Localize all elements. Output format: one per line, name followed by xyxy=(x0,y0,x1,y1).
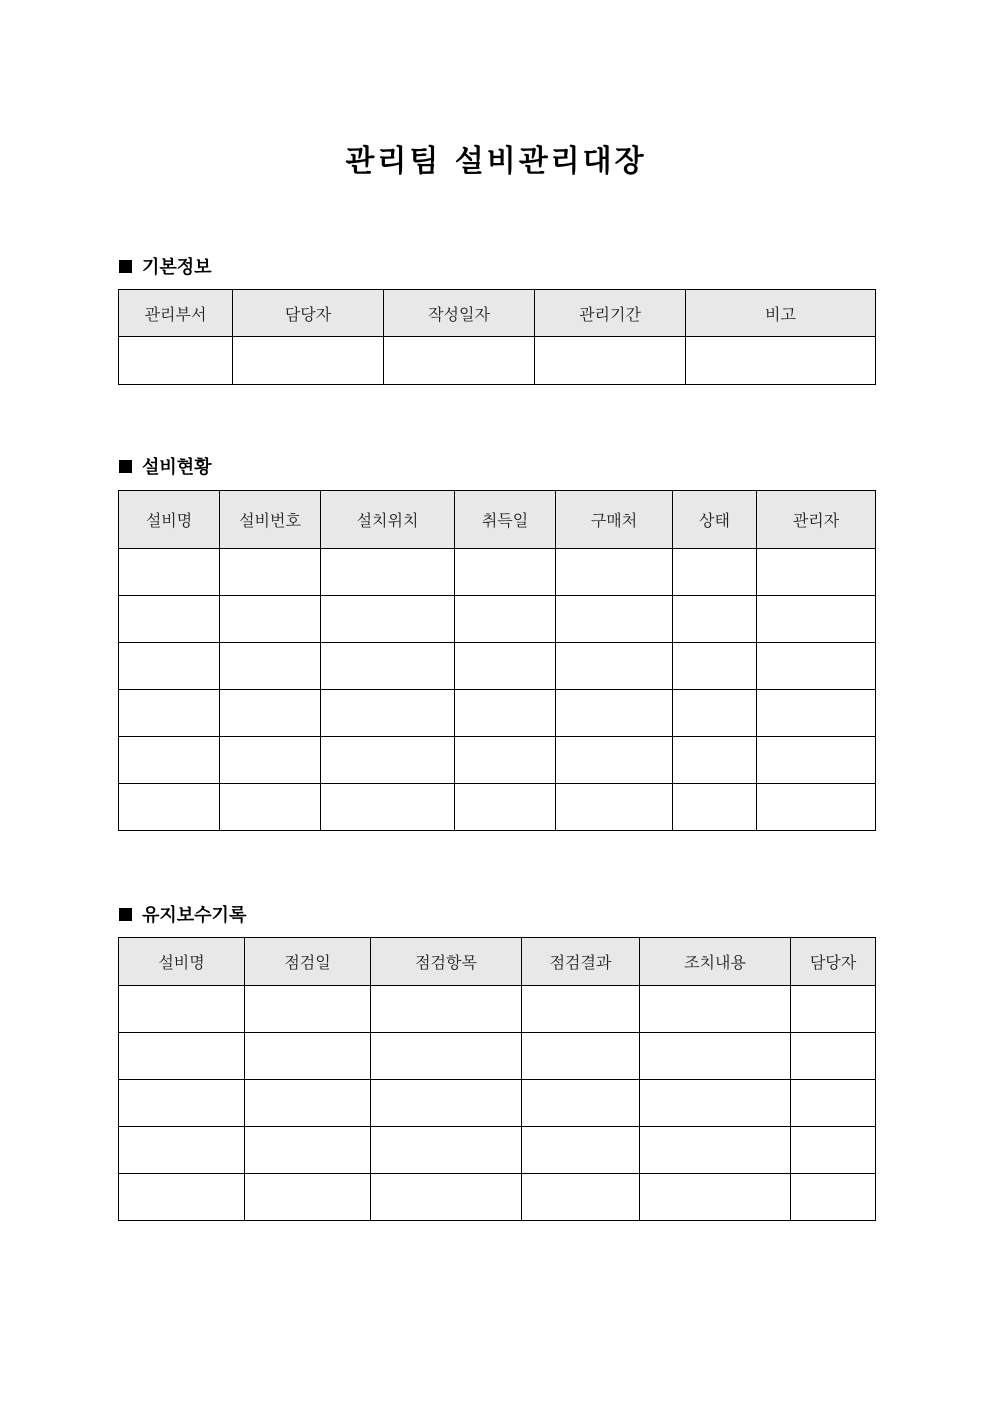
input-cell[interactable] xyxy=(791,1080,876,1127)
equipment-table xyxy=(118,490,876,831)
input-cell[interactable] xyxy=(371,1033,522,1080)
header-cell: 설치위치 xyxy=(321,491,455,549)
input-cell[interactable] xyxy=(455,596,556,643)
input-cell[interactable] xyxy=(321,549,455,596)
input-cell[interactable] xyxy=(245,1080,371,1127)
input-cell[interactable] xyxy=(371,1174,522,1221)
input-cell[interactable] xyxy=(220,643,321,690)
input-cell[interactable] xyxy=(220,596,321,643)
header-cell: 담당자 xyxy=(233,290,384,337)
input-cell[interactable] xyxy=(522,1127,640,1174)
input-cell[interactable] xyxy=(371,1080,522,1127)
section-equipment-title: 설비현황 xyxy=(142,457,212,478)
input-cell[interactable] xyxy=(321,643,455,690)
input-cell[interactable] xyxy=(791,1033,876,1080)
document-title: 관리팀 설비관리대장 xyxy=(345,144,647,179)
input-cell[interactable] xyxy=(321,596,455,643)
table-row xyxy=(119,1127,876,1174)
input-cell[interactable] xyxy=(556,737,673,784)
header-cell: 점검결과 xyxy=(522,938,640,986)
input-cell[interactable] xyxy=(640,1080,791,1127)
input-cell[interactable] xyxy=(233,337,384,385)
input-cell[interactable] xyxy=(673,737,757,784)
input-cell[interactable] xyxy=(757,690,876,737)
input-cell[interactable] xyxy=(791,1127,876,1174)
header-cell: 구매처 xyxy=(556,491,673,549)
table-header-row xyxy=(119,491,876,549)
table-row xyxy=(119,784,876,831)
input-cell[interactable] xyxy=(119,1033,245,1080)
maintenance-table xyxy=(118,937,876,1221)
input-cell[interactable] xyxy=(640,1127,791,1174)
input-cell[interactable] xyxy=(522,986,640,1033)
input-cell[interactable] xyxy=(673,784,757,831)
input-cell[interactable] xyxy=(384,337,535,385)
table-row xyxy=(119,549,876,596)
input-cell[interactable] xyxy=(757,737,876,784)
input-cell[interactable] xyxy=(673,690,757,737)
input-cell[interactable] xyxy=(119,1174,245,1221)
input-cell[interactable] xyxy=(245,1174,371,1221)
table-header-row xyxy=(119,938,876,986)
input-cell[interactable] xyxy=(245,1033,371,1080)
header-cell: 설비명 xyxy=(119,938,245,986)
input-cell[interactable] xyxy=(119,596,220,643)
input-cell[interactable] xyxy=(119,337,233,385)
input-cell[interactable] xyxy=(556,643,673,690)
input-cell[interactable] xyxy=(119,643,220,690)
input-cell[interactable] xyxy=(119,986,245,1033)
input-cell[interactable] xyxy=(245,1127,371,1174)
input-cell[interactable] xyxy=(455,690,556,737)
input-cell[interactable] xyxy=(455,737,556,784)
header-cell: 취득일 xyxy=(455,491,556,549)
header-cell: 관리기간 xyxy=(535,290,686,337)
input-cell[interactable] xyxy=(371,986,522,1033)
table-row xyxy=(119,690,876,737)
input-cell[interactable] xyxy=(220,737,321,784)
input-cell[interactable] xyxy=(119,549,220,596)
input-cell[interactable] xyxy=(673,549,757,596)
section-basic-label xyxy=(119,253,212,279)
input-cell[interactable] xyxy=(220,784,321,831)
table-row xyxy=(119,643,876,690)
header-cell: 상태 xyxy=(673,491,757,549)
input-cell[interactable] xyxy=(791,1174,876,1221)
header-cell: 점검항목 xyxy=(371,938,522,986)
input-cell[interactable] xyxy=(640,1174,791,1221)
header-cell: 점검일 xyxy=(245,938,371,986)
input-cell[interactable] xyxy=(321,737,455,784)
input-cell[interactable] xyxy=(673,596,757,643)
input-cell[interactable] xyxy=(119,784,220,831)
input-cell[interactable] xyxy=(455,643,556,690)
header-cell: 담당자 xyxy=(791,938,876,986)
input-cell[interactable] xyxy=(321,690,455,737)
input-cell[interactable] xyxy=(757,549,876,596)
square-bullet-icon xyxy=(119,260,132,273)
table-row xyxy=(119,337,876,385)
square-bullet-icon xyxy=(119,908,132,921)
input-cell[interactable] xyxy=(673,643,757,690)
input-cell[interactable] xyxy=(455,549,556,596)
input-cell[interactable] xyxy=(556,784,673,831)
header-cell: 관리자 xyxy=(757,491,876,549)
table-header-row xyxy=(119,290,876,337)
input-cell[interactable] xyxy=(556,549,673,596)
header-cell: 관리부서 xyxy=(119,290,233,337)
basic-info-table xyxy=(118,289,876,385)
input-cell[interactable] xyxy=(220,690,321,737)
input-cell[interactable] xyxy=(119,737,220,784)
header-cell: 비고 xyxy=(686,290,876,337)
input-cell[interactable] xyxy=(535,337,686,385)
table-row xyxy=(119,986,876,1033)
table-row xyxy=(119,1080,876,1127)
section-maintenance-label xyxy=(119,901,246,927)
table-row xyxy=(119,1174,876,1221)
input-cell[interactable] xyxy=(220,549,321,596)
section-equipment-label xyxy=(119,453,212,479)
table-row xyxy=(119,596,876,643)
header-cell: 설비번호 xyxy=(220,491,321,549)
input-cell[interactable] xyxy=(640,1033,791,1080)
square-bullet-icon xyxy=(119,460,132,473)
input-cell[interactable] xyxy=(757,784,876,831)
input-cell[interactable] xyxy=(757,596,876,643)
section-maintenance-title: 유지보수기록 xyxy=(142,905,247,926)
input-cell[interactable] xyxy=(556,690,673,737)
input-cell[interactable] xyxy=(371,1127,522,1174)
input-cell[interactable] xyxy=(321,784,455,831)
input-cell[interactable] xyxy=(522,1033,640,1080)
input-cell[interactable] xyxy=(119,1080,245,1127)
input-cell[interactable] xyxy=(640,986,791,1033)
input-cell[interactable] xyxy=(522,1080,640,1127)
table-row xyxy=(119,1033,876,1080)
input-cell[interactable] xyxy=(686,337,876,385)
input-cell[interactable] xyxy=(245,986,371,1033)
header-cell: 조치내용 xyxy=(640,938,791,986)
input-cell[interactable] xyxy=(455,784,556,831)
input-cell[interactable] xyxy=(522,1174,640,1221)
table-row xyxy=(119,737,876,784)
header-cell: 설비명 xyxy=(119,491,220,549)
input-cell[interactable] xyxy=(791,986,876,1033)
section-basic-title: 기본정보 xyxy=(142,257,212,278)
header-cell: 작성일자 xyxy=(384,290,535,337)
input-cell[interactable] xyxy=(556,596,673,643)
input-cell[interactable] xyxy=(757,643,876,690)
input-cell[interactable] xyxy=(119,690,220,737)
input-cell[interactable] xyxy=(119,1127,245,1174)
